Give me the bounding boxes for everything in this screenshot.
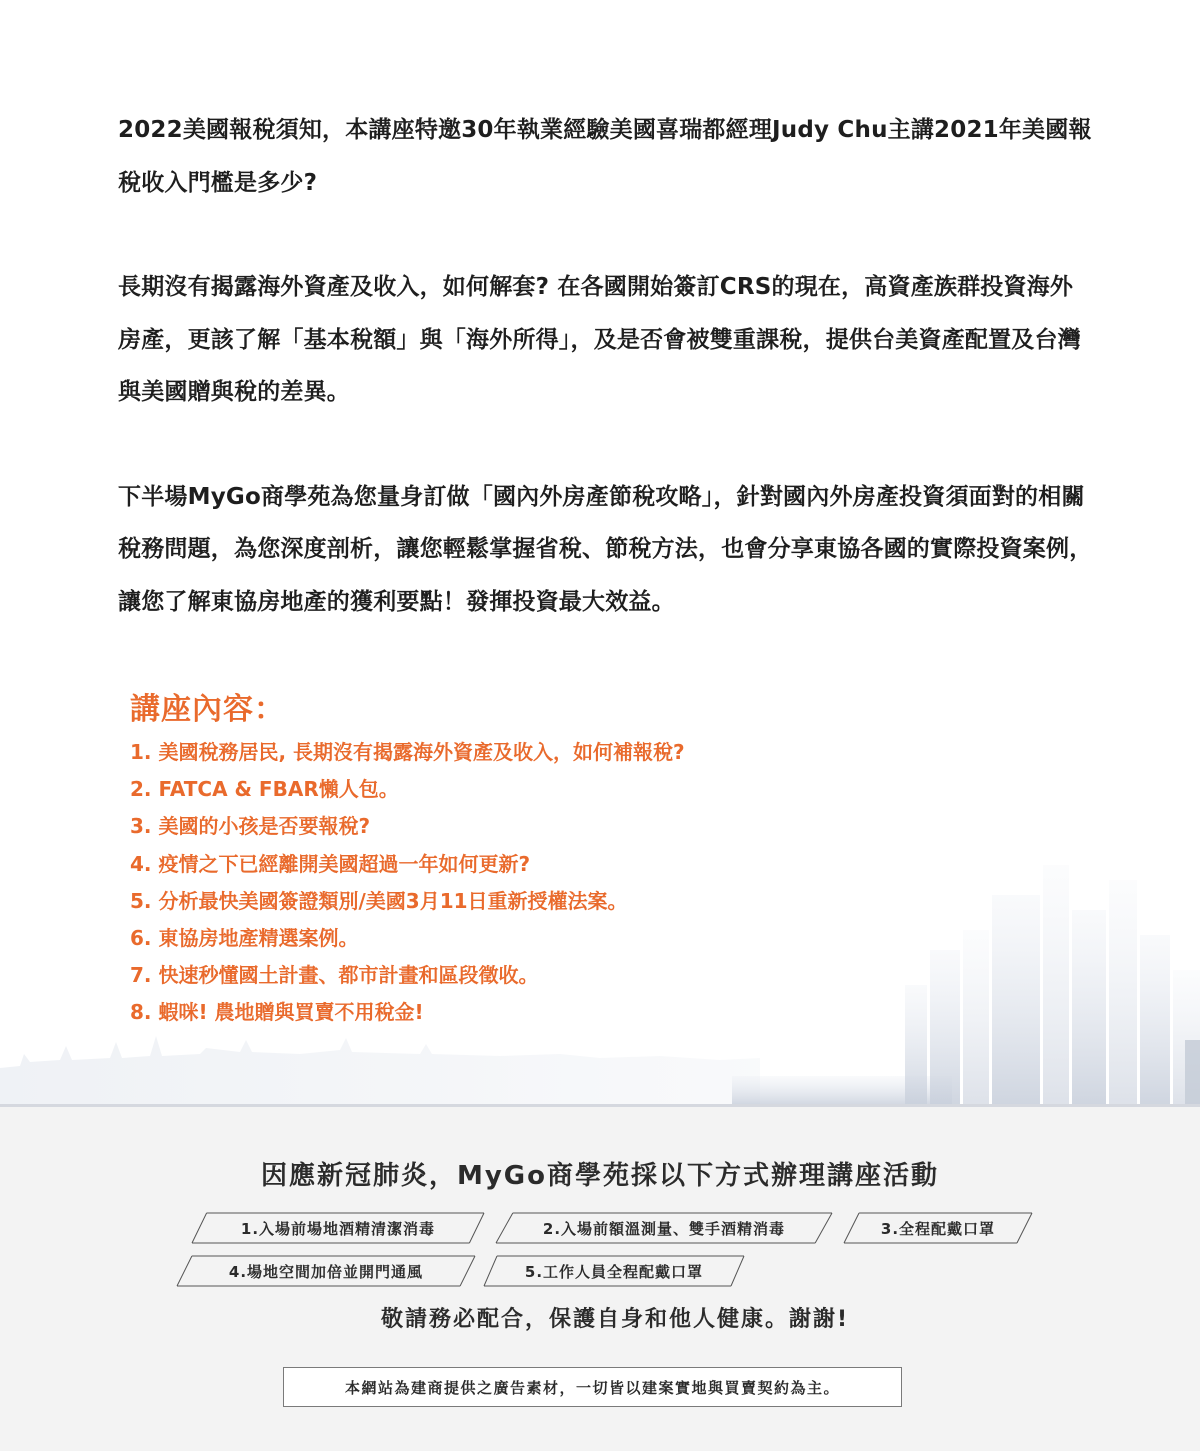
measure-tag xyxy=(496,1212,832,1244)
measure-label: 5.工作人員全程配戴口罩 xyxy=(524,1262,704,1281)
intro-paragraph: 長期沒有揭露海外資產及收入，如何解套? 在各國開始簽訂CRS的現在，高資產族群投資海外房產，更該了解「基本稅額」與「海外所得」，及是否會被雙重課稅，提供台美資產配置及台灣與美國贈與稅的差異。 xyxy=(118,274,1081,405)
measure-label: 1.入場前場地酒精清潔消毒 xyxy=(240,1219,436,1238)
disclaimer-text: 本網站為建商提供之廣告素材，一切皆以建案實地與買賣契約為主。 xyxy=(344,1378,840,1397)
measure-tag xyxy=(177,1255,475,1287)
measure-label: 3.全程配戴口罩 xyxy=(880,1219,996,1238)
measure-tag xyxy=(844,1212,1032,1244)
content-item: 5. 分析最快美國簽證類別/美國3月11日重新授權法案。 xyxy=(130,888,628,913)
content-title: 講座內容： xyxy=(130,692,285,727)
content-list xyxy=(130,734,830,1032)
content-item: 2. FATCA & FBAR懶人包。 xyxy=(130,777,399,802)
content-item: 8. 蝦咪! 農地贈與買賣不用稅金! xyxy=(130,1000,424,1025)
intro-paragraph: 2022美國報稅須知，本講座特邀30年執業經驗美國喜瑞都經理Judy Chu主講2021年美國報稅收入門檻是多少? xyxy=(118,117,1092,196)
lecture-content-section xyxy=(130,688,830,1032)
content-item: 1. 美國稅務居民, 長期沒有揭露海外資產及收入，如何補報稅? xyxy=(130,740,685,764)
notice-thanks: 敬請務必配合，保護自身和他人健康。謝謝! xyxy=(380,1307,850,1332)
content-item: 6. 東協房地產精選案例。 xyxy=(130,926,359,951)
measure-tag xyxy=(484,1255,744,1287)
content-item: 3. 美國的小孩是否要報稅? xyxy=(130,814,371,839)
intro-paragraph: 下半場MyGo商學苑為您量身訂做「國內外房產節稅攻略」，針對國內外房產投資須面對的相關稅務問題，為您深度剖析，讓您輕鬆掌握省稅、節稅方法，也會分享東協各國的實際投資案例，讓您了解東協房地產的獲利要點！發揮投資最大效益。 xyxy=(118,483,1093,615)
measure-label: 2.入場前額溫測量、雙手酒精消毒 xyxy=(542,1219,786,1238)
covid-notice-section xyxy=(0,1104,1200,1451)
content-item: 7. 快速秒懂國土計畫、都市計畫和區段徵收。 xyxy=(130,963,539,988)
intro-section xyxy=(118,104,1093,628)
content-item: 4. 疫情之下已經離開美國超過一年如何更新? xyxy=(130,851,531,876)
measure-tag xyxy=(192,1212,484,1244)
measure-label: 4.場地空間加倍並開門通風 xyxy=(228,1262,424,1281)
notice-title: 因應新冠肺炎，MyGo商學苑採以下方式辦理講座活動 xyxy=(260,1161,940,1191)
disclaimer-box xyxy=(283,1367,902,1407)
